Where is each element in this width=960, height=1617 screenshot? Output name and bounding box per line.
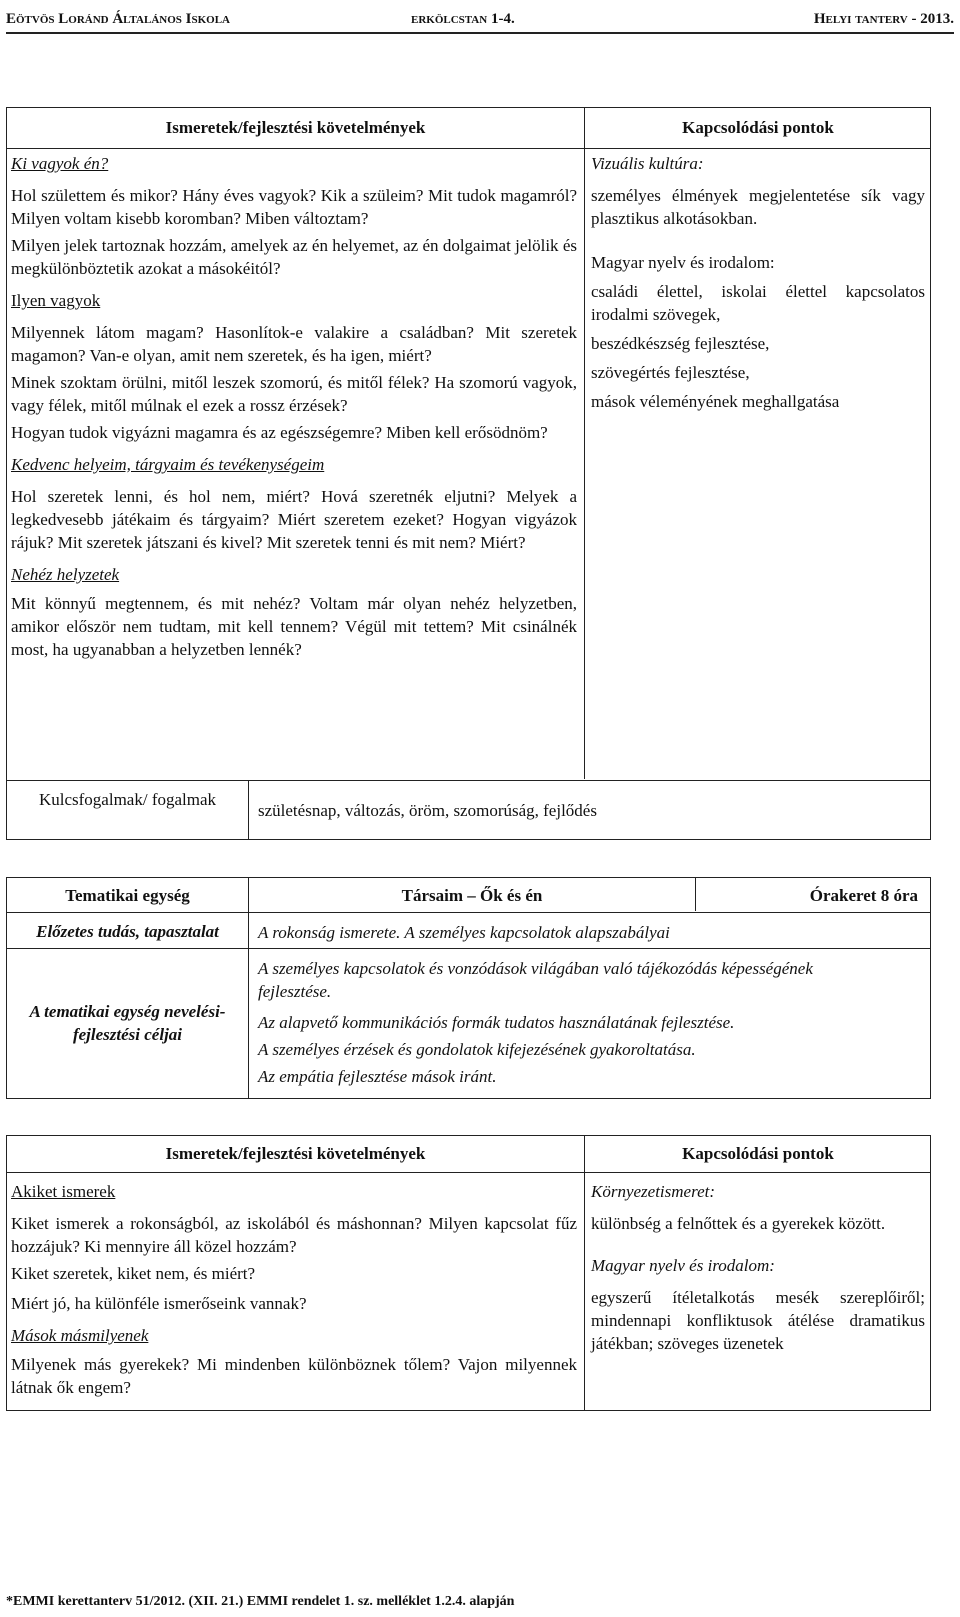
subject-title: Magyar nyelv és irodalom: — [591, 253, 775, 272]
paragraph: Hogyan tudok vigyázni magamra és az egészségemre? Miben kell erősödnöm? — [11, 423, 548, 442]
goals-label: A tematikai egység nevelési-fejlesztési céljai — [29, 1002, 226, 1044]
goals-cell — [258, 957, 878, 1088]
topic-unit-label: Tematikai egység — [65, 886, 190, 905]
paragraph: Kiket ismerek a rokonságból, az iskolából és máshonnan? Milyen kapcsolat fűz hozzájuk? Ki mennyire áll közel hozzám? — [11, 1214, 577, 1256]
topic-table — [6, 877, 931, 1099]
knowledge-cell — [11, 1180, 577, 1399]
goal-item: A személyes érzések és gondolatok kifejezésének gyakoroltatása. — [258, 1040, 696, 1059]
knowledge-cell — [11, 152, 577, 661]
paragraph: Minek szoktam örülni, mitől leszek szomorú, és mitől félek? Ha szomorú vagyok, vagy félek, mitől múlnak el ezek a rossz érzések? — [11, 373, 577, 415]
key-concepts-label: Kulcsfogalmak/ fogalmak — [38, 790, 217, 809]
subject-title: Környezetismeret: — [591, 1182, 716, 1201]
paragraph: családi élettel, iskolai élettel kapcsolatos irodalmi szövegek, — [591, 282, 925, 324]
paragraph: Milyenek más gyerekek? Mi mindenben különböznek tőlem? Vajon milyennek látnak ők engem? — [11, 1355, 577, 1397]
prior-knowledge-value: A rokonság ismerete. A személyes kapcsolatok alapszabályai — [258, 923, 670, 942]
subject-title: Magyar nyelv és irodalom: — [591, 1256, 775, 1275]
paragraph: beszédkészség fejlesztése, — [591, 334, 770, 353]
footer-note: *EMMI kerettanterv 51/2012. (XII. 21.) EMMI rendelet 1. sz. melléklet 1.2.4. alapján — [6, 1594, 515, 1609]
prior-knowledge-label: Előzetes tudás, tapasztalat — [36, 922, 219, 941]
goal-item: A személyes kapcsolatok és vonzódások világában való tájékozódás képességének fejlesztése. — [258, 959, 813, 1001]
plan-name: Helyi tanterv - 2013. — [813, 11, 954, 27]
section-title: Mások másmilyenek — [11, 1326, 149, 1345]
paragraph: személyes élmények megjelentetése sík vagy plasztikus alkotásokban. — [591, 186, 925, 228]
paragraph: különbség a felnőttek és a gyerekek között. — [591, 1214, 886, 1233]
goal-item: Az empátia fejlesztése mások iránt. — [258, 1067, 497, 1086]
paragraph: mások véleményének meghallgatása — [591, 392, 840, 411]
paragraph: Mit könnyű megtennem, és mit nehéz? Voltam már olyan nehéz helyzetben, amikor először nem tudtam, mit kell tennem? Végül mit tettem? Mit csinálnék most, ha ugyanabban a helyzetben lennék? — [11, 594, 577, 659]
section-title: Ki vagyok én? — [11, 154, 109, 173]
paragraph: Milyen jelek tartoznak hozzám, amelyek az én helyemet, az én dolgaimat jelölik és megkülönböztetik azokat a másokéitól? — [11, 236, 577, 278]
section-title: Nehéz helyzetek — [11, 565, 120, 584]
section-title: Akiket ismerek — [11, 1182, 116, 1201]
content-table-1 — [6, 107, 931, 840]
section-title: Ilyen vagyok — [11, 291, 101, 310]
paragraph: Kiket szeretek, kiket nem, és miért? — [11, 1264, 256, 1283]
connections-cell — [591, 152, 925, 413]
column-header-connections: Kapcsolódási pontok — [682, 1144, 834, 1163]
section-title: Kedvenc helyeim, tárgyaim és tevékenységeim — [11, 455, 325, 474]
column-header-knowledge: Ismeretek/fejlesztési követelmények — [165, 118, 426, 137]
column-header-knowledge: Ismeretek/fejlesztési követelmények — [165, 1144, 426, 1163]
subject-name: erkölcstan 1-4. — [411, 11, 515, 27]
topic-title: Társaim – Ők és én — [401, 886, 543, 905]
page-header — [6, 6, 954, 34]
subject-title: Vizuális kultúra: — [591, 154, 704, 173]
column-header-connections: Kapcsolódási pontok — [682, 118, 834, 137]
school-name: Eötvös Loránd Általános Iskola — [6, 11, 230, 27]
paragraph: szövegértés fejlesztése, — [591, 363, 750, 382]
connections-cell — [591, 1180, 925, 1355]
content-table-2 — [6, 1135, 931, 1411]
paragraph: egyszerű ítéletalkotás mesék szereplőiről; mindennapi konfliktusok átélése dramatikus játékban; szöveges üzenetek — [591, 1288, 925, 1353]
key-concepts-value: születésnap, változás, öröm, szomorúság, fejlődés — [258, 801, 597, 820]
paragraph: Hol születtem és mikor? Hány éves vagyok? Kik a szüleim? Mit tudok magamról? Milyen voltam kisebb koromban? Miben változtam? — [11, 186, 577, 228]
paragraph: Milyennek látom magam? Hasonlítok-e valakire a családban? Mit szeretek magamon? Van-e olyan, amit nem szeretek, és ha igen, miért? — [11, 323, 577, 365]
paragraph: Hol szeretek lenni, és hol nem, miért? Hová szeretnék eljutni? Melyek a legkedvesebb játékaim és tárgyaim? Miért szeretem ezeket? Hogyan vigyázok rájuk? Mit szeretek játszani és kivel? Mit szeretek tenni és mit nem? Miért? — [11, 487, 577, 552]
hours-frame: Órakeret 8 óra — [809, 886, 918, 905]
goal-item: Az alapvető kommunikációs formák tudatos használatának fejlesztése. — [258, 1013, 735, 1032]
paragraph: Miért jó, ha különféle ismerőseink vannak? — [11, 1294, 307, 1313]
